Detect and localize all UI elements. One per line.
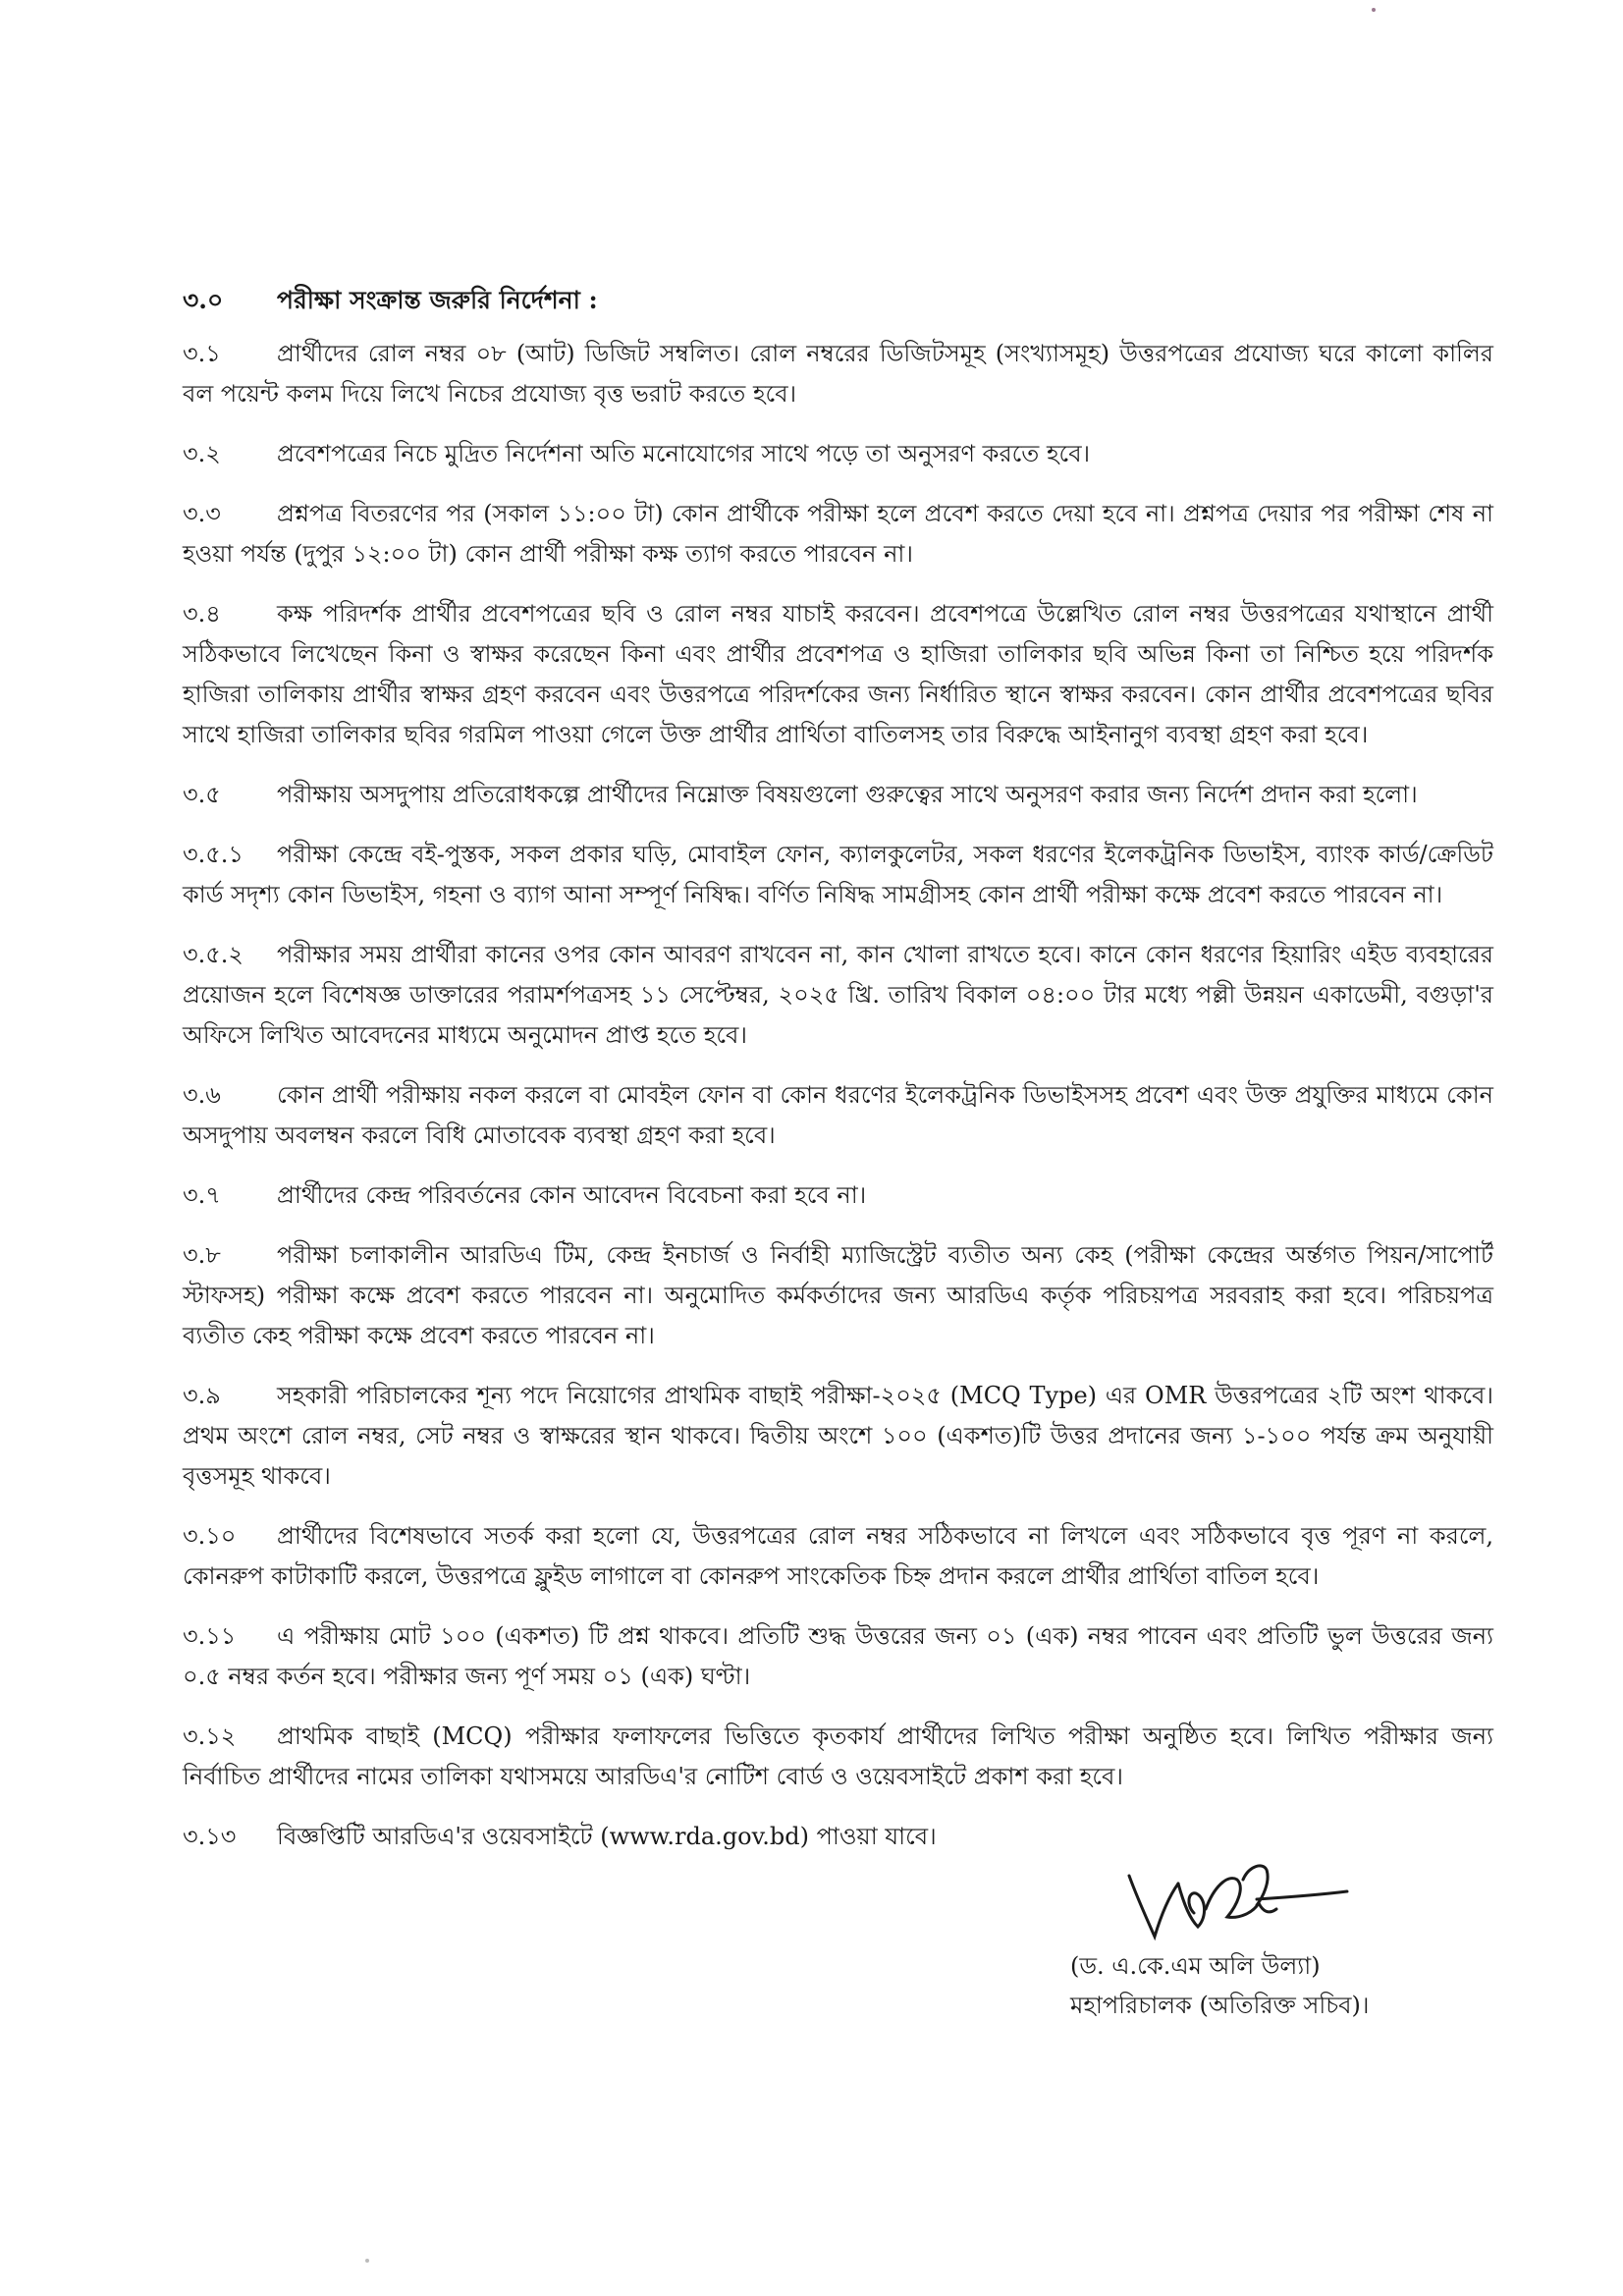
instruction-text: বিজ্ঞপ্তিটি আরডিএ'র ওয়েবসাইটে (www.rda.gov.bd) পাওয়া যাবে। xyxy=(277,1823,937,1850)
instruction-number: ৩.১০ xyxy=(183,1522,237,1550)
instruction-text: কোন প্রার্থী পরীক্ষায় নকল করলে বা মোবইল ফোন বা কোন ধরণের ইলেকট্রনিক ডিভাইসসহ প্রবেশ এবং উক্ত প্রযুক্তির মাধ্যমে কোন অসদুপায় অবলম্বন করলে বিধি মোতাবেক ব্যবস্থা গ্রহণ করা হবে। xyxy=(183,1081,1493,1149)
signatory-name: (ড. এ.কে.এম অলি উল্যা) xyxy=(1070,1952,1321,1980)
instruction-text: পরীক্ষার সময় প্রার্থীরা কানের ওপর কোন আবরণ রাখবেন না, কান খোলা রাখতে হবে। কানে কোন ধরণের হিয়ারিং এইড ব্যবহারের প্রয়োজন হলে বিশেষজ্ঞ ডাক্তারের পরামর্শপত্রসহ ১১ সেপ্টেম্বর, ২০২৫ খ্রি. তারিখ বিকাল ০৪:০০ টার মধ্যে পল্লী উন্নয়ন একাডেমী, বগুড়া'র অফিসে লিখিত আবেদনের মাধ্যমে অনুমোদন প্রাপ্ত হতে হবে। xyxy=(183,941,1493,1049)
instruction-text: প্রাথমিক বাছাই (MCQ) পরীক্ষার ফলাফলের ভিত্তিতে কৃতকার্য প্রার্থীদের লিখিত পরীক্ষা অনুষ্ঠিত হবে। লিখিত পরীক্ষার জন্য নির্বাচিত প্রার্থীদের নামের তালিকা যথাসময়ে আরডিএ'র নোটিশ বোর্ড ও ওয়েবসাইটে প্রকাশ করা হবে। xyxy=(183,1722,1493,1790)
instruction-text: প্রার্থীদের রোল নম্বর ০৮ (আট) ডিজিট সম্বলিত। রোল নম্বরের ডিজিটসমূহ (সংখ্যাসমূহ) উত্তরপত্রের প্রযোজ্য ঘরে কালো কালির বল পয়েন্ট কলম দিয়ে লিখে নিচের প্রযোজ্য বৃত্ত ভরাট করতে হবে। xyxy=(183,340,1493,408)
instruction-text: পরীক্ষা চলাকালীন আরডিএ টিম, কেন্দ্র ইনচার্জ ও নির্বাহী ম্যাজিস্ট্রেট ব্যতীত অন্য কেহ (পরীক্ষা কেন্দ্রের অর্ন্তগত পিয়ন/সাপোর্ট স্টাফসহ) পরীক্ষা কক্ষে প্রবেশ করতে পারবেন না। অনুমোদিত কর্মকর্তাদের জন্য আরডিএ কর্তৃক পরিচয়পত্র সরবরাহ করা হবে। পরিচয়পত্র ব্যতীত কেহ পরীক্ষা কক্ষে প্রবেশ করতে পারবেন না। xyxy=(183,1241,1493,1349)
instruction-item xyxy=(183,434,1493,474)
instruction-number: ৩.৫.১ xyxy=(183,841,244,868)
instruction-number: ৩.২ xyxy=(183,440,221,467)
instruction-number: ৩.৭ xyxy=(183,1181,221,1209)
instruction-item xyxy=(183,775,1493,815)
instruction-item xyxy=(183,1235,1493,1356)
handwritten-signature xyxy=(1090,1858,1384,1956)
section-title: পরীক্ষা সংক্রান্ত জরুরি নির্দেশনা : xyxy=(277,286,598,314)
instruction-item xyxy=(183,1516,1493,1597)
instruction-text: পরীক্ষা কেন্দ্রে বই-পুস্তক, সকল প্রকার ঘড়ি, মোবাইল ফোন, ক্যালকুলেটর, সকল ধরণের ইলেকট্রনিক ডিভাইস, ব্যাংক কার্ড/ক্রেডিট কার্ড সদৃশ্য কোন ডিভাইস, গহনা ও ব্যাগ আনা সম্পূর্ণ নিষিদ্ধ। বর্ণিত নিষিদ্ধ সামগ্রীসহ কোন প্রার্থী পরীক্ষা কক্ষে প্রবেশ করতে পারবেন না। xyxy=(183,841,1493,908)
instruction-item xyxy=(183,1175,1493,1216)
instruction-item xyxy=(183,1616,1493,1697)
instruction-number: ৩.১৩ xyxy=(183,1823,237,1850)
scan-speck xyxy=(365,2259,369,2263)
instruction-item xyxy=(183,1817,1493,1857)
instruction-item xyxy=(183,494,1493,574)
instruction-number: ৩.৯ xyxy=(183,1382,221,1409)
instruction-number: ৩.৩ xyxy=(183,500,221,527)
instruction-item xyxy=(183,935,1493,1056)
instruction-item xyxy=(183,1075,1493,1156)
instruction-item xyxy=(183,594,1493,755)
instruction-list xyxy=(183,334,1493,1877)
scan-speck xyxy=(1372,8,1376,12)
instruction-number: ৩.১১ xyxy=(183,1622,237,1650)
instruction-text: সহকারী পরিচালকের শূন্য পদে নিয়োগের প্রাথমিক বাছাই পরীক্ষা-২০২৫ (MCQ Type) এর OMR উত্তরপত্রের ২টি অংশ থাকবে। প্রথম অংশে রোল নম্বর, সেট নম্বর ও স্বাক্ষরের স্থান থাকবে। দ্বিতীয় অংশে ১০০ (একশত)টি উত্তর প্রদানের জন্য ১-১০০ পর্যন্ত ক্রম অনুযায়ী বৃত্তসমূহ থাকবে। xyxy=(183,1382,1493,1490)
instruction-number: ৩.৮ xyxy=(183,1241,221,1269)
instruction-item xyxy=(183,334,1493,414)
signatory-title: মহাপরিচালক (অতিরিক্ত সচিব)। xyxy=(1070,1992,1370,2019)
instruction-text: প্রার্থীদের কেন্দ্র পরিবর্তনের কোন আবেদন বিবেচনা করা হবে না। xyxy=(277,1181,867,1209)
instruction-text: প্রশ্নপত্র বিতরণের পর (সকাল ১১:০০ টা) কোন প্রার্থীকে পরীক্ষা হলে প্রবেশ করতে দেয়া হবে না। প্রশ্নপত্র দেয়ার পর পরীক্ষা শেষ না হওয়া পর্যন্ত (দুপুর ১২:০০ টা) কোন প্রার্থী পরীক্ষা কক্ষ ত্যাগ করতে পারবেন না। xyxy=(183,500,1493,568)
section-heading xyxy=(183,281,598,323)
instruction-number: ৩.১২ xyxy=(183,1722,237,1750)
instruction-item xyxy=(183,1717,1493,1797)
instruction-text: পরীক্ষায় অসদুপায় প্রতিরোধকল্পে প্রার্থীদের নিম্নোক্ত বিষয়গুলো গুরুত্বের সাথে অনুসরণ করার জন্য নির্দেশ প্রদান করা হলো। xyxy=(277,781,1418,808)
instruction-number: ৩.১ xyxy=(183,340,221,367)
instruction-item xyxy=(183,1376,1493,1497)
instruction-text: প্রবেশপত্রের নিচে মুদ্রিত নির্দেশনা অতি মনোযোগের সাথে পড়ে তা অনুসরণ করতে হবে। xyxy=(277,440,1091,467)
instruction-number: ৩.৫ xyxy=(183,781,221,808)
instruction-text: কক্ষ পরিদর্শক প্রার্থীর প্রবেশপত্রের ছবি ও রোল নম্বর যাচাই করবেন। প্রবেশপত্রে উল্লেখিত রোল নম্বর উত্তরপত্রের যথাস্থানে প্রার্থী সঠিকভাবে লিখেছেন কিনা ও স্বাক্ষর করেছেন কিনা এবং প্রার্থীর প্রবেশপত্র ও হাজিরা তালিকার ছবি অভিন্ন কিনা তা নিশ্চিত হয়ে পরিদর্শক হাজিরা তালিকায় প্রার্থীর স্বাক্ষর গ্রহণ করবেন এবং উত্তরপত্রে পরিদর্শকের জন্য নির্ধারিত স্থানে স্বাক্ষর করবেন। কোন প্রার্থীর প্রবেশপত্রের ছবির সাথে হাজিরা তালিকার ছবির গরমিল পাওয়া গেলে উক্ত প্রার্থীর প্রার্থিতা বাতিলসহ তার বিরুদ্ধে আইনানুগ ব্যবস্থা গ্রহণ করা হবে। xyxy=(183,600,1493,748)
instruction-text: এ পরীক্ষায় মোট ১০০ (একশত) টি প্রশ্ন থাকবে। প্রতিটি শুদ্ধ উত্তরের জন্য ০১ (এক) নম্বর পাবেন এবং প্রতিটি ভুল উত্তরের জন্য ০.৫ নম্বর কর্তন হবে। পরীক্ষার জন্য পূর্ণ সময় ০১ (এক) ঘণ্টা। xyxy=(183,1622,1493,1690)
section-number: ৩.০ xyxy=(183,286,224,314)
instruction-number: ৩.৬ xyxy=(183,1081,221,1109)
instruction-number: ৩.৫.২ xyxy=(183,941,244,968)
instruction-item xyxy=(183,835,1493,915)
instruction-number: ৩.৪ xyxy=(183,600,221,628)
instruction-text: প্রার্থীদের বিশেষভাবে সতর্ক করা হলো যে, উত্তরপত্রের রোল নম্বর সঠিকভাবে না লিখলে এবং সঠিকভাবে বৃত্ত পূরণ না করলে, কোনরুপ কাটাকাটি করলে, উত্তরপত্রে ফ্লুইড লাগালে বা কোনরুপ সাংকেতিক চিহ্ন প্রদান করলে প্রার্থীর প্রার্থিতা বাতিল হবে। xyxy=(183,1522,1493,1590)
